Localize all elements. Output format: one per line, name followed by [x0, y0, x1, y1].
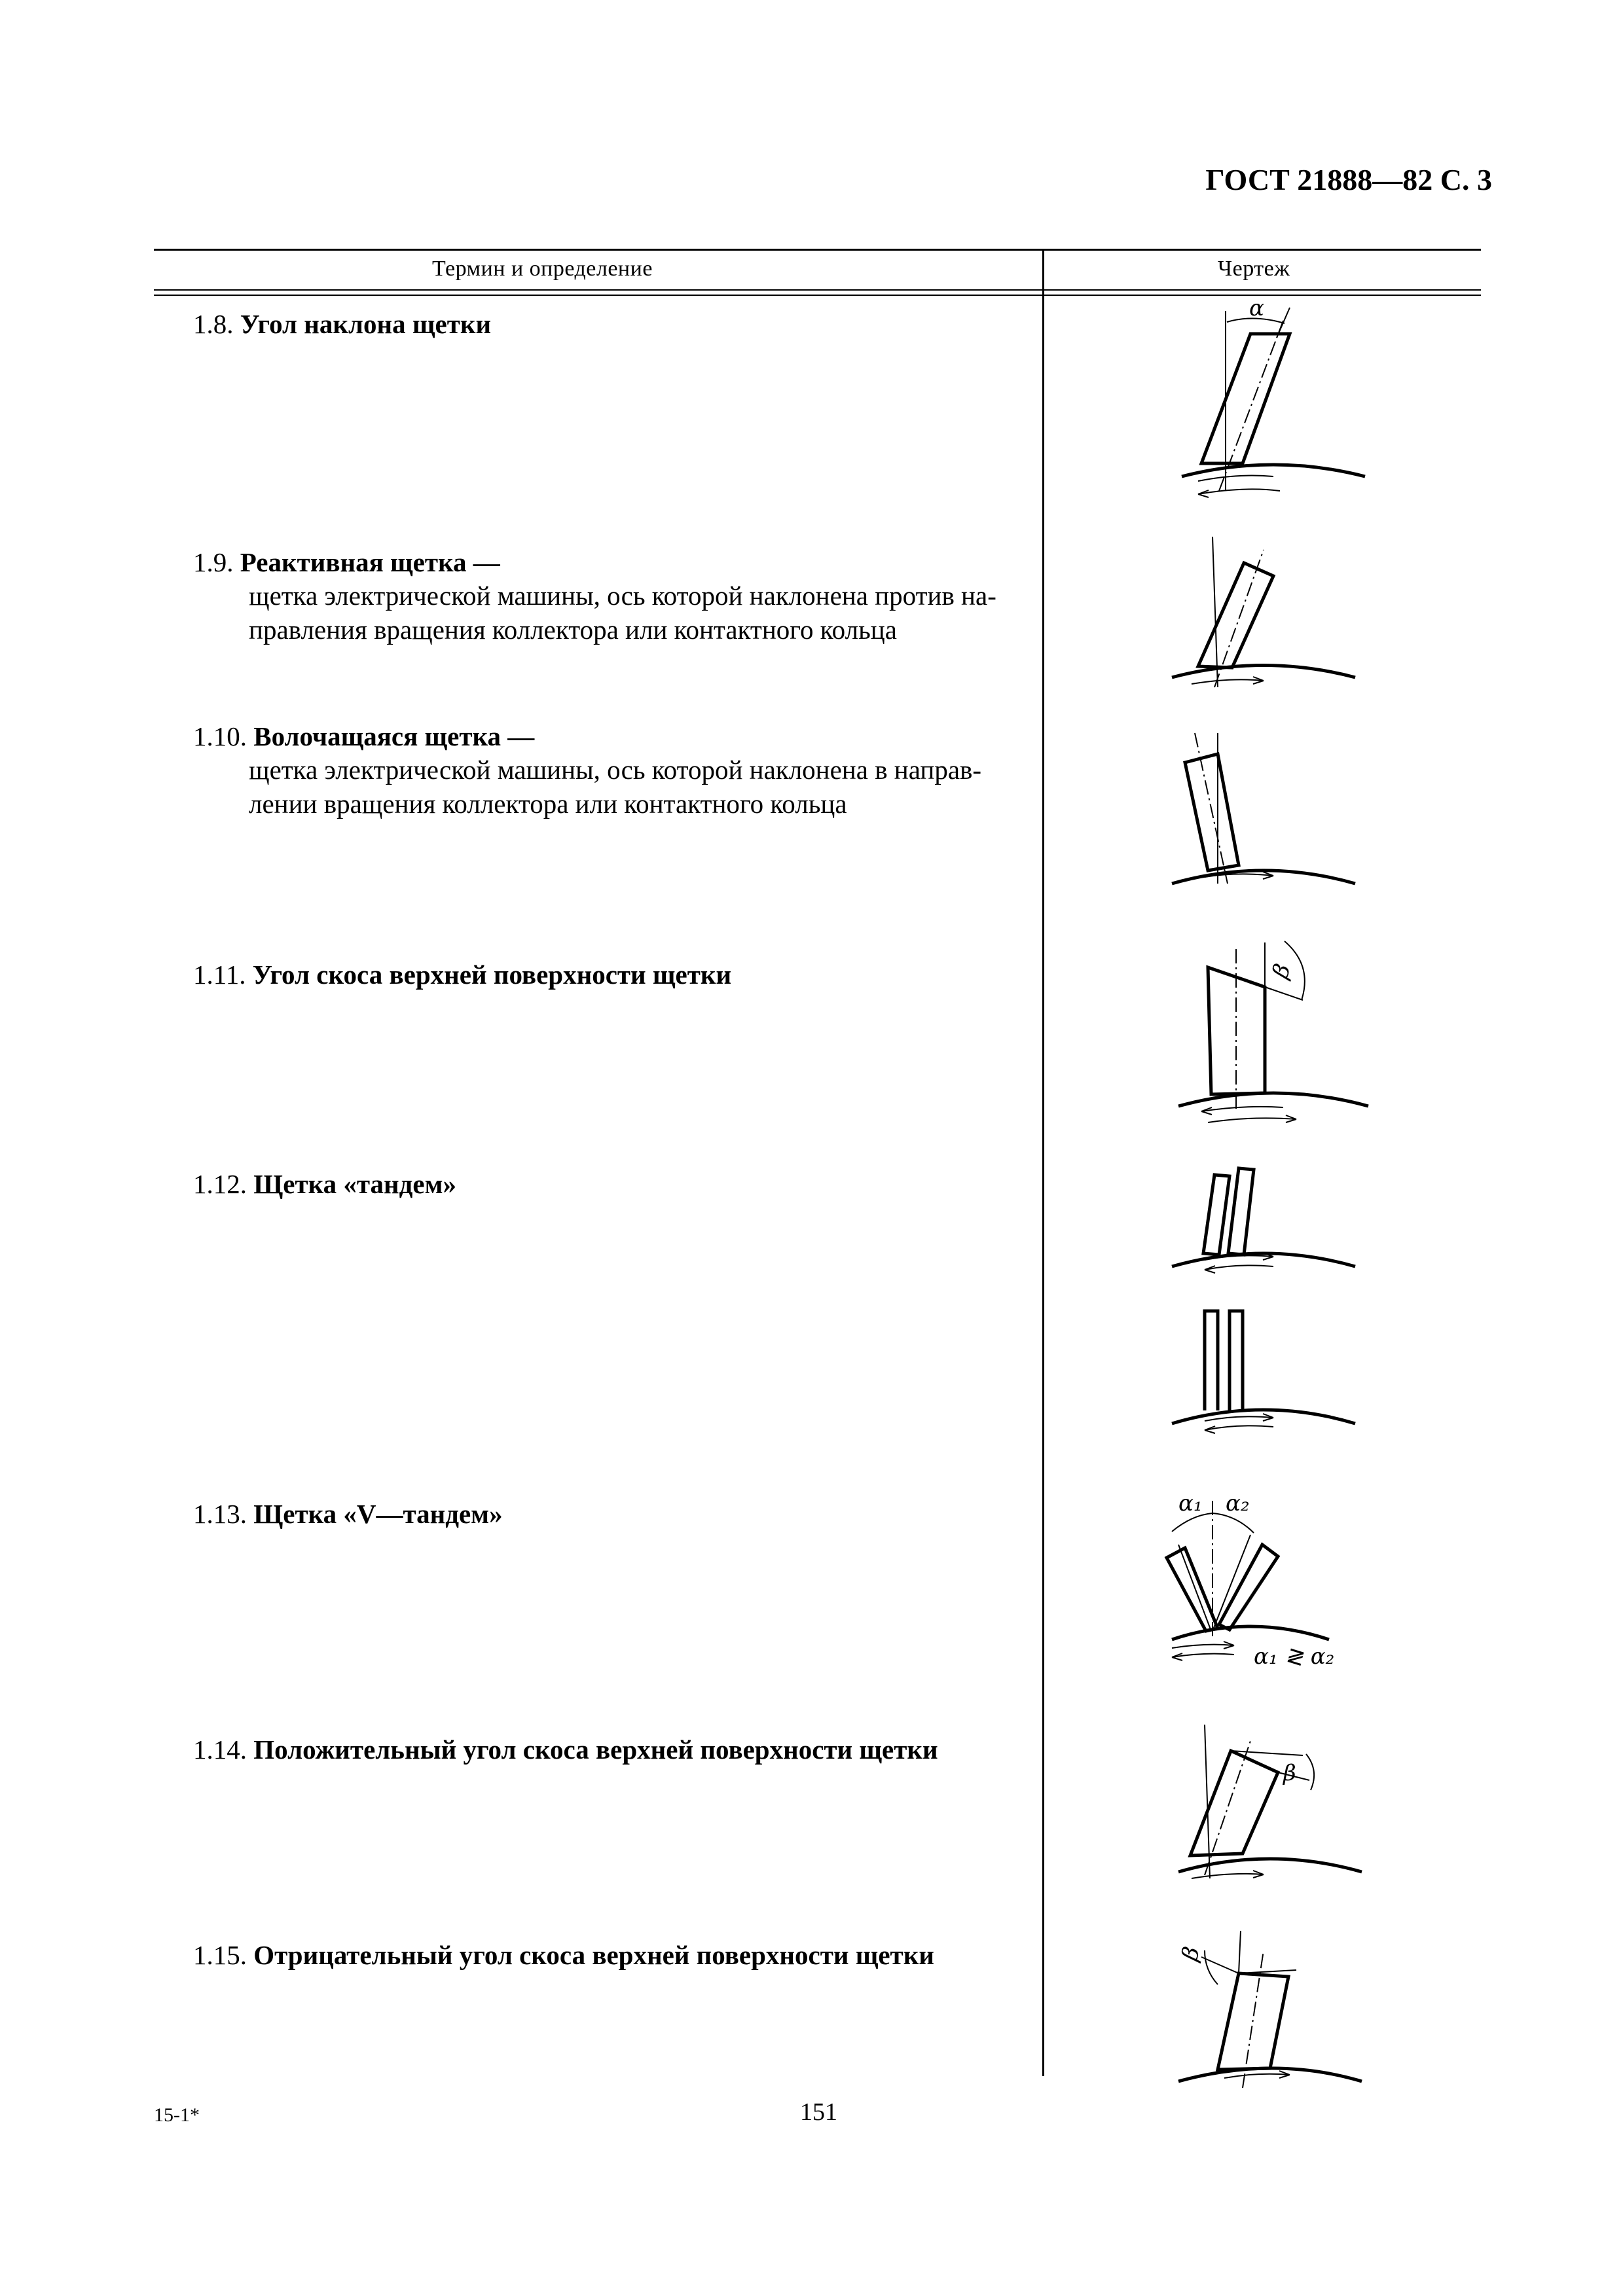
definition-line: правления вращения коллектора или контактного кольца — [249, 615, 897, 645]
angle-beta-label: β — [1176, 1944, 1205, 1964]
radial-line — [1213, 537, 1218, 687]
bevel-extension — [1265, 987, 1303, 1000]
angle-relation-label: α₁ ≷ α₂ — [1254, 1643, 1335, 1670]
commutator-arc — [1178, 2068, 1362, 2081]
term-number: 1.14. — [193, 1734, 247, 1765]
term-number: 1.13. — [193, 1499, 247, 1529]
term-number: 1.11. — [193, 960, 246, 990]
angle-arc — [1306, 1754, 1314, 1790]
vertical-extension — [1239, 1931, 1241, 1973]
term-1-11 — [193, 957, 731, 992]
term-name: Щетка «тандем» — [253, 1169, 456, 1199]
table-column-divider — [1042, 249, 1044, 2076]
brush-two — [1228, 1168, 1254, 1255]
term-1-13 — [193, 1496, 503, 1532]
term-name: Положительный угол скоса верхней поверхности щетки — [253, 1734, 938, 1765]
angle-alpha1-label: α₁ — [1178, 1490, 1203, 1516]
definition-line: щетка электрической машины, ось которой наклонена против на- — [249, 581, 996, 611]
angle-beta-label: β — [1267, 960, 1296, 982]
term-1-12 — [193, 1166, 456, 1202]
term-name: Щетка «V—тандем» — [253, 1499, 503, 1529]
angle-arc — [1205, 1950, 1218, 1984]
angle-alpha-label: α — [1249, 295, 1264, 321]
figure-tandem-vertical — [1165, 1293, 1362, 1437]
table-header-rule-2 — [154, 295, 1481, 296]
term-1-14 — [193, 1732, 938, 1767]
brush-body — [1190, 1751, 1278, 1856]
brush-left — [1167, 1548, 1218, 1631]
angle-alpha2-label: α₂ — [1226, 1490, 1250, 1516]
term-number: 1.10. — [193, 721, 247, 751]
commutator-arc — [1178, 1093, 1368, 1106]
page-number: 151 — [800, 2098, 837, 2126]
commutator-arc — [1182, 465, 1365, 476]
brush-two — [1230, 1311, 1243, 1410]
term-number: 1.8. — [193, 309, 234, 339]
figure-positive-bevel — [1165, 1715, 1375, 1892]
brush-right — [1219, 1545, 1278, 1630]
column-header-drawing: Чертеж — [1218, 257, 1290, 281]
term-1-9 — [193, 545, 500, 580]
term-name: Волочащаяся щетка — — [253, 721, 535, 751]
term-name: Угол наклона щетки — [240, 309, 492, 339]
term-name: Реактивная щетка — — [240, 547, 500, 577]
term-number: 1.15. — [193, 1940, 247, 1970]
term-1-10 — [193, 719, 534, 754]
brush-one — [1205, 1311, 1218, 1410]
definition-1-9 — [249, 579, 1031, 647]
figure-negative-bevel — [1165, 1911, 1375, 2101]
term-name: Угол скоса верхней поверхности щетки — [252, 960, 732, 990]
term-name: Отрицательный угол скоса верхней поверхности щетки — [253, 1940, 934, 1970]
angle-beta-label: β — [1283, 1760, 1296, 1786]
figure-trailing-brush — [1165, 726, 1362, 897]
term-1-15 — [193, 1937, 934, 1973]
commutator-arc — [1172, 1626, 1329, 1640]
footer-sheet-mark: 15-1* — [154, 2104, 200, 2126]
term-number: 1.12. — [193, 1169, 247, 1199]
figure-v-tandem — [1152, 1479, 1375, 1676]
definition-line: лении вращения коллектора или контактного кольца — [249, 789, 847, 819]
figure-top-bevel-angle — [1172, 929, 1381, 1132]
figure-tandem-tilted — [1165, 1149, 1362, 1280]
brush-one — [1203, 1175, 1230, 1255]
document-header: ГОСТ 21888—82 С. 3 — [1205, 163, 1492, 196]
term-1-8 — [193, 306, 491, 342]
table-top-rule — [154, 249, 1481, 251]
figure-brush-tilt-angle — [1172, 295, 1368, 511]
brush-body — [1198, 563, 1273, 668]
brush-body — [1201, 334, 1290, 463]
definition-line: щетка электрической машины, ось которой наклонена в направ- — [249, 755, 982, 785]
table-header-rule-1 — [154, 289, 1481, 291]
figure-reactive-brush — [1165, 524, 1362, 700]
definition-1-10 — [249, 753, 1031, 821]
column-header-term: Термин и определение — [432, 257, 653, 281]
term-number: 1.9. — [193, 547, 234, 577]
